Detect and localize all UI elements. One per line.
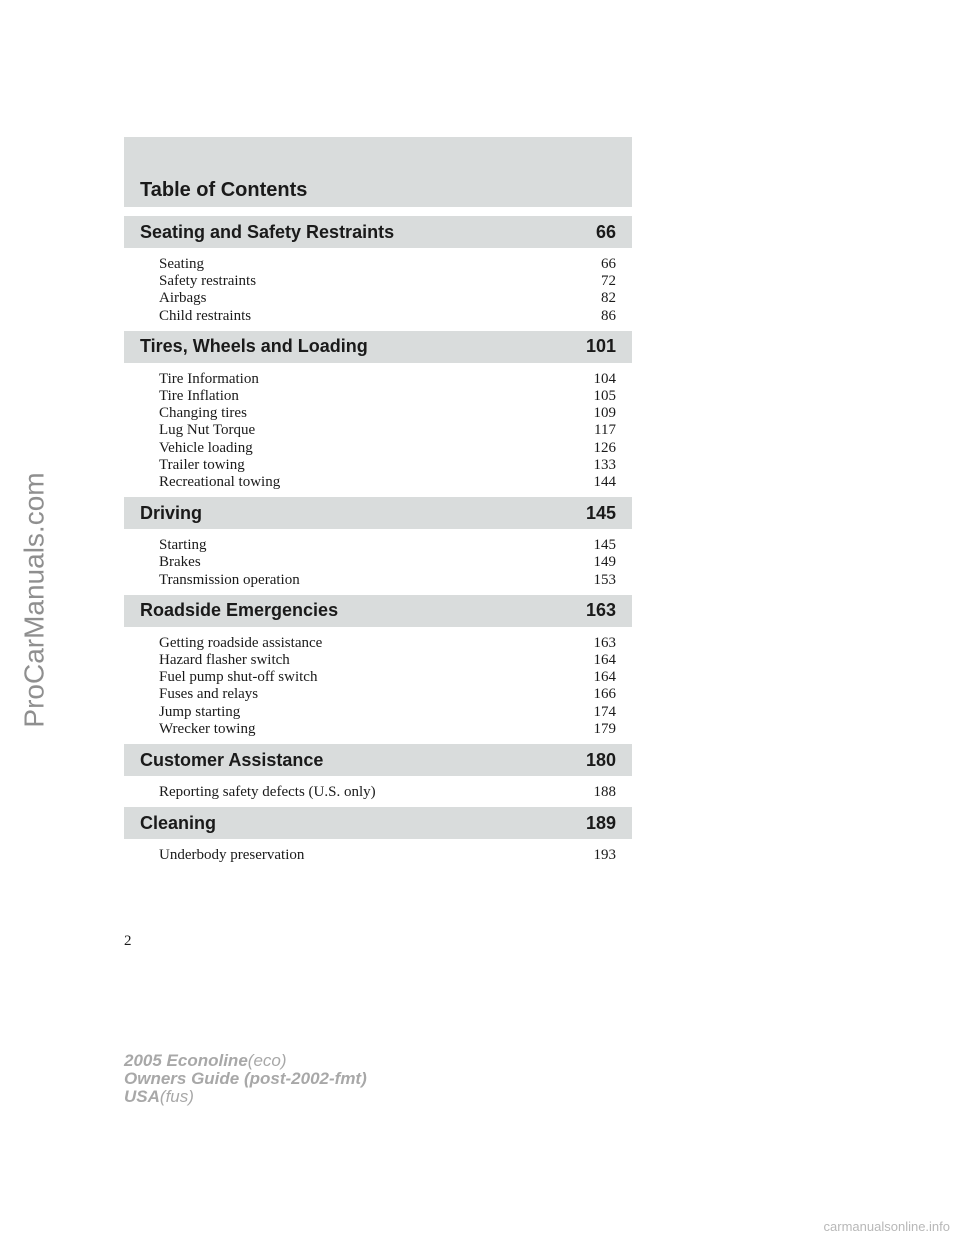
entry-page: 104 (593, 370, 616, 387)
entry-page: 105 (593, 388, 616, 405)
entry-label: Airbags (159, 290, 207, 307)
section-header[interactable] (124, 807, 632, 839)
entry-page: 117 (594, 422, 616, 439)
toc-entry[interactable] (159, 457, 616, 474)
footer-guide: Owners Guide (post-2002-fmt) (124, 1069, 367, 1088)
toc-section (124, 216, 632, 329)
page-title: Table of Contents (140, 179, 308, 201)
toc-entry[interactable] (159, 371, 616, 388)
toc-entry[interactable] (159, 537, 616, 554)
section-page: 163 (585, 600, 616, 621)
entry-page: 174 (593, 703, 616, 720)
entry-label: Recreational towing (159, 474, 281, 491)
toc-entry[interactable] (159, 290, 616, 307)
entry-page: 188 (593, 784, 616, 801)
toc-section (124, 807, 632, 868)
toc-entry[interactable] (159, 847, 616, 864)
entry-list (124, 529, 632, 593)
watermark-text: ProCarManuals.com (19, 472, 51, 728)
section-title: Seating and Safety Restraints (140, 221, 395, 242)
entry-page: 109 (593, 405, 616, 422)
entry-page: 153 (593, 571, 616, 588)
section-title: Tires, Wheels and Loading (140, 336, 368, 357)
entry-list (124, 839, 632, 868)
section-header[interactable] (124, 216, 632, 248)
entry-label: Reporting safety defects (U.S. only) (159, 784, 376, 801)
entry-label: Vehicle loading (159, 439, 253, 456)
entry-label: Starting (159, 537, 207, 554)
entry-page: 179 (593, 720, 616, 737)
toc-entry[interactable] (159, 308, 616, 325)
entry-label: Brakes (159, 554, 201, 571)
toc-entry[interactable] (159, 554, 616, 571)
entry-label: Trailer towing (159, 456, 245, 473)
footer-market: USA (124, 1087, 160, 1106)
entry-label: Jump starting (159, 703, 241, 720)
entry-page: 163 (593, 634, 616, 651)
toc-entry[interactable] (159, 669, 616, 686)
section-page: 66 (595, 221, 616, 242)
toc-entry[interactable] (159, 635, 616, 652)
entry-list (124, 776, 632, 805)
entry-page: 164 (593, 669, 616, 686)
section-page: 189 (585, 812, 616, 833)
toc-entry[interactable] (159, 273, 616, 290)
toc-entry[interactable] (159, 388, 616, 405)
entry-label: Getting roadside assistance (159, 634, 323, 651)
entry-label: Tire Information (159, 370, 259, 387)
toc-entry[interactable] (159, 422, 616, 439)
entry-label: Child restraints (159, 307, 252, 324)
toc-entry[interactable] (159, 721, 616, 738)
entry-page: 144 (593, 474, 616, 491)
footer-line-1 (124, 1052, 367, 1070)
section-header[interactable] (124, 497, 632, 529)
entry-page: 126 (593, 439, 616, 456)
toc-entry[interactable] (159, 474, 616, 491)
entry-page: 193 (593, 847, 616, 864)
footer-model: 2005 Econoline (124, 1051, 248, 1070)
page-number: 2 (124, 933, 132, 949)
entry-label: Hazard flasher switch (159, 652, 290, 669)
toc-entry[interactable] (159, 652, 616, 669)
footer-model-code: (eco) (247, 1051, 287, 1070)
site-watermark: carmanualsonline.info (823, 1219, 950, 1234)
section-title: Roadside Emergencies (140, 600, 339, 621)
entry-page: 66 (601, 256, 616, 272)
entry-page: 72 (601, 273, 616, 290)
section-page: 101 (585, 336, 616, 357)
section-title: Driving (140, 502, 203, 523)
section-page: 145 (585, 502, 616, 523)
section-header[interactable] (124, 595, 632, 627)
entry-page: 166 (593, 686, 616, 703)
entry-page: 82 (601, 290, 616, 307)
entry-label: Wrecker towing (159, 720, 256, 737)
toc-entry[interactable] (159, 572, 616, 589)
entry-list (124, 627, 632, 742)
section-title: Customer Assistance (140, 749, 324, 770)
toc-header (124, 137, 632, 207)
entry-page: 164 (593, 652, 616, 669)
document-footer (124, 1052, 367, 1106)
watermark (10, 340, 60, 860)
toc-section (124, 595, 632, 742)
entry-label: Seating (159, 256, 204, 272)
toc-section (124, 744, 632, 805)
footer-line-3 (124, 1088, 367, 1106)
entry-label: Safety restraints (159, 273, 257, 290)
toc-entry[interactable] (159, 686, 616, 703)
entry-label: Changing tires (159, 405, 247, 422)
entry-page: 145 (593, 537, 616, 554)
toc-entry[interactable] (159, 784, 616, 801)
footer-market-code: (fus) (159, 1087, 194, 1106)
footer-line-2 (124, 1070, 367, 1088)
section-header[interactable] (124, 744, 632, 776)
entry-label: Transmission operation (159, 571, 300, 588)
entry-label: Tire Inflation (159, 388, 239, 405)
toc-section (124, 331, 632, 495)
entry-label: Fuel pump shut-off switch (159, 669, 318, 686)
entry-list (124, 248, 632, 329)
toc-entry[interactable] (159, 256, 616, 273)
entry-list (124, 363, 632, 495)
toc-entry[interactable] (159, 405, 616, 422)
section-title: Cleaning (140, 812, 217, 833)
entry-page: 133 (593, 456, 616, 473)
toc-entry[interactable] (159, 704, 616, 721)
entry-page: 86 (601, 307, 616, 324)
entry-label: Fuses and relays (159, 686, 259, 703)
toc-section (124, 497, 632, 593)
table-of-contents (124, 216, 632, 870)
entry-label: Lug Nut Torque (159, 422, 256, 439)
section-page: 180 (585, 749, 616, 770)
entry-label: Underbody preservation (159, 847, 305, 864)
toc-entry[interactable] (159, 440, 616, 457)
section-header[interactable] (124, 331, 632, 363)
entry-page: 149 (593, 554, 616, 571)
